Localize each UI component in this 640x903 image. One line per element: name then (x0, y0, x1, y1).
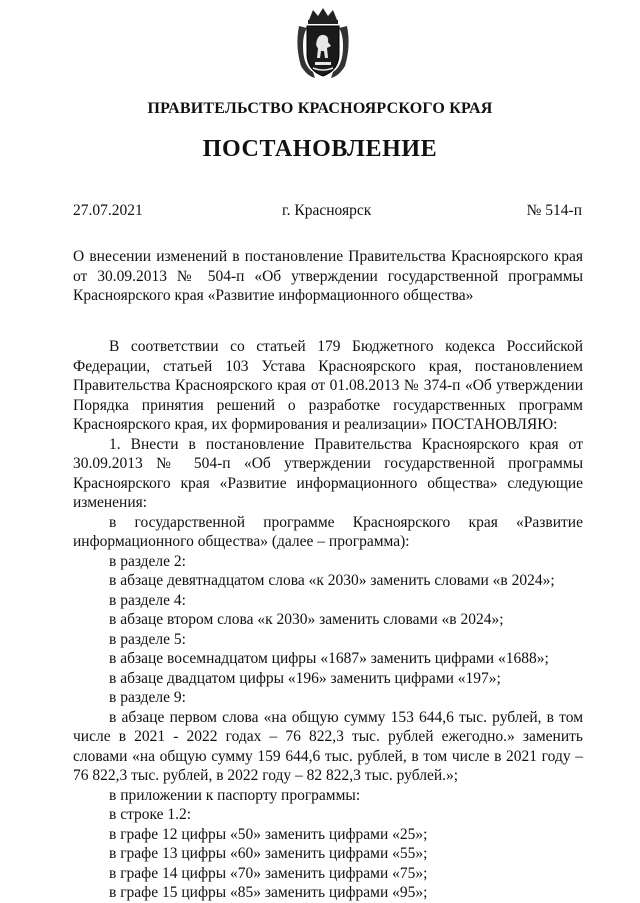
document-city: г. Красноярск (282, 202, 372, 219)
appendix-line: в графе 13 цифры «60» заменить цифрами «55»; (109, 845, 428, 862)
document-meta (73, 201, 582, 221)
document-body (73, 337, 583, 903)
change-line: в разделе 4: (109, 591, 186, 609)
change-line: в абзаце двадцатом цифры «196» заменить цифрами «197»; (109, 669, 501, 687)
document-number: № 514-п (526, 202, 582, 219)
appendix-line: в графе 12 цифры «50» заменить цифрами «25»; (109, 825, 428, 843)
change-line: в абзаце восемнадцатом цифры «1687» заменить цифрами «1688»; (109, 650, 549, 667)
change-line: в абзаце девятнадцатом слова «к 2030» заменить словами «в 2024»; (109, 572, 555, 589)
coat-of-arms-icon (293, 6, 353, 82)
change-line: в разделе 9: (109, 689, 186, 706)
change-line: в абзаце втором слова «к 2030» заменить словами «в 2024»; (109, 611, 504, 628)
appendix-line: в строке 1.2: (109, 806, 192, 823)
document-date: 27.07.2021 (73, 202, 143, 219)
document-subject: О внесении изменений в постановление Правительства Красноярского края от 30.09.2013 № 504-п «Об утверждении государственной программы Красноярского края «Развитие информационного общества» (73, 248, 583, 304)
appendix-line: в графе 15 цифры «85» заменить цифрами «95»; (109, 884, 428, 901)
appendix-line: в графе 14 цифры «70» заменить цифрами «75»; (109, 864, 428, 882)
item-1-paragraph: 1. Внести в постановление Правительства Красноярского края от 30.09.2013 № 504-п «Об утверждении государственной программы Красноярского края «Развитие информационного общества» следующие изменения: (73, 435, 583, 511)
section-9-paragraph: в абзаце первом слова «на общую сумму 153 644,6 тыс. рублей, в том числе в 2021 - 2022 годах – 76 822,3 тыс. рублей ежегодно.» заменить словами «на общую сумму 159 644,6 тыс. рублей, в том числе в 2021 году – 76 822,3 тыс. рублей, в 2022 году – 82 822,3 тыс. рублей.»; (73, 708, 583, 784)
program-intro-paragraph: в государственной программе Красноярского края «Развитие информационного общества» (далее – программа): (73, 513, 583, 550)
preamble-paragraph: В соответствии со статьей 179 Бюджетного кодекса Российской Федерации, статьей 103 Устава Красноярского края, постановлением Правительства Красноярского края от 01.08.2013 № 374-п «Об утверждении Порядка принятия решений о разработке государственных программ Красноярского края, их формирования и реализации» ПОСТАНОВЛЯЮ: (73, 338, 583, 433)
change-line: в разделе 5: (109, 630, 186, 648)
government-title: ПРАВИТЕЛЬСТВО КРАСНОЯРСКОГО КРАЯ (147, 100, 493, 117)
document-type: ПОСТАНОВЛЕНИЕ (202, 136, 438, 162)
appendix-line: в приложении к паспорту программы: (109, 786, 361, 804)
change-line: в разделе 2: (109, 552, 186, 570)
